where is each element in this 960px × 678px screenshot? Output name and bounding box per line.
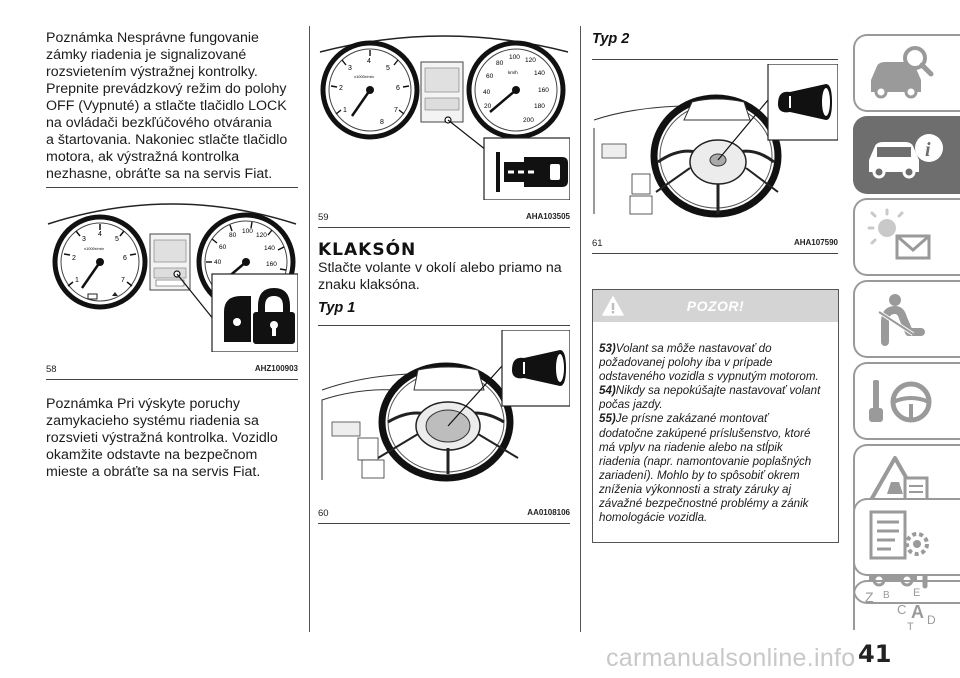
speedo-label: 120 bbox=[256, 232, 267, 239]
speedo-label: 140 bbox=[264, 245, 275, 252]
figure-number: 59 bbox=[318, 212, 329, 223]
tacho-label: 1 bbox=[75, 277, 79, 284]
figure-code: AHA103505 bbox=[525, 212, 570, 221]
divider bbox=[46, 187, 298, 188]
divider bbox=[318, 523, 570, 524]
figure-number: 61 bbox=[592, 238, 603, 249]
speedo-label: 60 bbox=[219, 244, 227, 251]
item-ref: 54) bbox=[599, 384, 616, 398]
text-line: odstaveného vozidla s vypnutým motorom. bbox=[599, 370, 819, 384]
speedo-label: 80 bbox=[496, 60, 504, 67]
subheading-type-1: Typ 1 bbox=[318, 300, 356, 316]
car-search-icon bbox=[865, 42, 935, 102]
text-line: Volant sa môže nastavovať do bbox=[615, 342, 772, 355]
tacho-label: 4 bbox=[98, 231, 102, 238]
tacho-label: 3 bbox=[82, 236, 86, 243]
warning-header bbox=[593, 290, 838, 322]
text-line: riadenia (napr. namontovanie poplašných bbox=[599, 454, 812, 468]
settings-list-icon bbox=[865, 506, 935, 566]
warning-lights-icon bbox=[865, 206, 935, 266]
text-line: Poznámka Pri výskyte poruchy bbox=[46, 396, 240, 412]
text-line: mieste a obráťte sa na servis Fiat. bbox=[46, 464, 261, 480]
text-line: Stlačte volante v okolí alebo priamo na bbox=[318, 260, 562, 276]
tab-airbag-seat[interactable] bbox=[853, 280, 960, 358]
speedo-label: 40 bbox=[483, 89, 491, 96]
car-info-icon bbox=[865, 124, 945, 184]
text-line: dodatočne zakúpené príslušenstvo, ktoré bbox=[599, 426, 811, 440]
rpm-unit: x1000r/min bbox=[84, 246, 104, 251]
divider bbox=[318, 227, 570, 228]
text-line: Je prísne zakázané montovať bbox=[615, 412, 769, 426]
speedo-label: 160 bbox=[538, 87, 549, 94]
speedo-label: 200 bbox=[523, 117, 534, 124]
figure-58-caption bbox=[46, 364, 298, 376]
speedo-label: 160 bbox=[266, 261, 277, 268]
text-line: motora, ak výstražná kontrolka bbox=[46, 149, 240, 165]
text-line: zníženia výkonnosti a straty záruky aj bbox=[599, 482, 792, 496]
figure-number: 58 bbox=[46, 364, 57, 375]
speedo-label: 140 bbox=[534, 70, 545, 77]
text-line: Poznámka Nesprávne fungovanie bbox=[46, 30, 259, 46]
figure-60-caption bbox=[318, 508, 570, 520]
text-line: rozsvieti výstražná kontrolka. Vozidlo bbox=[46, 430, 278, 446]
subheading-type-2: Typ 2 bbox=[592, 31, 630, 47]
speedo-label: 100 bbox=[509, 54, 520, 61]
warning-body bbox=[599, 342, 835, 525]
item-ref: 53) bbox=[599, 342, 616, 355]
tacho-label: 4 bbox=[367, 58, 371, 65]
divider bbox=[592, 253, 838, 254]
svg-text:A: A bbox=[911, 602, 924, 622]
tab-warning-lights[interactable] bbox=[853, 198, 960, 276]
text-line: rozsvietením výstražnej kontrolky. bbox=[46, 64, 258, 80]
horn-instructions bbox=[318, 260, 576, 294]
warning-box bbox=[592, 289, 839, 543]
warning-title: POZOR! bbox=[686, 298, 745, 314]
tacho-label: 3 bbox=[348, 65, 352, 72]
speed-unit: km/h bbox=[508, 70, 518, 75]
tacho-label: 6 bbox=[396, 85, 400, 92]
tab-settings-list[interactable] bbox=[853, 498, 960, 576]
speedometer-gauge bbox=[469, 43, 563, 137]
text-line: homologácie vozidla. bbox=[599, 511, 708, 525]
warning-item-55 bbox=[599, 412, 835, 525]
speedo-label: 120 bbox=[525, 57, 536, 64]
speedo-label: 60 bbox=[486, 73, 494, 80]
text-line: na ovládači bezkľúčového otvárania bbox=[46, 115, 272, 131]
tacho-label: 8 bbox=[380, 119, 384, 126]
text-line: Nikdy sa nepokúšajte nastavovať volant bbox=[615, 384, 821, 398]
svg-text:D: D bbox=[927, 613, 936, 627]
text-line: požadovanej polohy iba v prípade bbox=[599, 356, 773, 370]
speedo-label: 80 bbox=[229, 232, 237, 239]
speedo-label: 40 bbox=[214, 259, 222, 266]
tacho-label: 1 bbox=[343, 107, 347, 114]
svg-text:i: i bbox=[925, 139, 931, 161]
divider bbox=[46, 379, 298, 380]
tacho-label: 7 bbox=[394, 107, 398, 114]
svg-text:E: E bbox=[913, 587, 921, 599]
warning-item-53 bbox=[599, 342, 835, 384]
figure-number: 60 bbox=[318, 508, 329, 519]
figure-61-steering-wheel bbox=[592, 64, 838, 226]
svg-text:Z: Z bbox=[865, 589, 874, 605]
tacho-label: 5 bbox=[386, 65, 390, 72]
text-line: a štartovania. Nakoniec stlačte tlačidlo bbox=[46, 132, 288, 148]
svg-text:C: C bbox=[897, 602, 907, 617]
alphabet-index-icon bbox=[861, 584, 941, 632]
figure-code: AA0108106 bbox=[527, 508, 570, 517]
key-steering-icon bbox=[865, 370, 935, 430]
rpm-unit: x1000r/min bbox=[354, 74, 374, 79]
column-separator bbox=[580, 26, 581, 632]
figure-code: AHZ100903 bbox=[254, 364, 298, 373]
figure-61-caption bbox=[592, 238, 838, 250]
page-number: 41 bbox=[858, 640, 892, 668]
speedo-label: 20 bbox=[484, 103, 492, 110]
text-line: zamykacieho systému riadenia sa bbox=[46, 413, 259, 429]
tacho-label: 2 bbox=[339, 85, 343, 92]
warning-item-54 bbox=[599, 384, 835, 412]
text-line: zámky riadenia je signalizované bbox=[46, 47, 247, 63]
item-ref: 55) bbox=[599, 412, 616, 426]
figure-59-caption bbox=[318, 212, 570, 224]
note-steering-lock bbox=[46, 30, 304, 183]
tab-alphabet-index[interactable] bbox=[853, 580, 960, 630]
divider bbox=[318, 325, 570, 326]
tachometer-gauge bbox=[323, 43, 417, 137]
text-line: počas jazdy. bbox=[599, 398, 663, 412]
tab-car-info[interactable] bbox=[853, 116, 960, 194]
tab-key-steering[interactable] bbox=[853, 362, 960, 440]
text-line: znaku klaksóna. bbox=[318, 277, 420, 293]
svg-text:T: T bbox=[907, 621, 914, 632]
figure-60-steering-wheel bbox=[318, 330, 570, 490]
tachometer-gauge bbox=[55, 217, 145, 307]
text-line: OFF (Vypnuté) a stlačte tlačidlo LOCK bbox=[46, 98, 287, 114]
tacho-label: 5 bbox=[115, 236, 119, 243]
text-line: závažné bezpečnostné problémy a zánik bbox=[599, 497, 809, 511]
divider bbox=[592, 59, 838, 60]
text-line: nezhasne, obráťte sa na servis Fiat. bbox=[46, 166, 273, 182]
figure-58-dashboard-lock bbox=[46, 192, 298, 352]
speedo-label: 100 bbox=[242, 228, 253, 235]
text-line: Prepnite prevádzkový režim do polohy bbox=[46, 81, 287, 97]
text-line: má vplyv na riadenie alebo na stĺpik bbox=[599, 440, 783, 454]
tacho-label: 7 bbox=[121, 277, 125, 284]
watermark: carmanualsonline.info bbox=[606, 644, 856, 672]
airbag-seat-icon bbox=[865, 288, 935, 348]
tacho-label: 6 bbox=[123, 255, 127, 262]
figure-code: AHA107590 bbox=[793, 238, 838, 247]
tab-car-search[interactable] bbox=[853, 34, 960, 112]
text-line: okamžite odstavte na bezpečnom bbox=[46, 447, 258, 463]
svg-text:B: B bbox=[883, 590, 890, 601]
column-separator bbox=[309, 26, 310, 632]
text-line: zariadení). Mohlo by to spôsobiť okrem bbox=[599, 468, 800, 482]
tacho-label: 2 bbox=[72, 255, 76, 262]
section-heading-horn: KLAKSÓN bbox=[318, 240, 417, 260]
note-lock-system-failure bbox=[46, 396, 304, 481]
speedo-label: 180 bbox=[534, 103, 545, 110]
figure-59-dashboard-key bbox=[318, 32, 570, 200]
